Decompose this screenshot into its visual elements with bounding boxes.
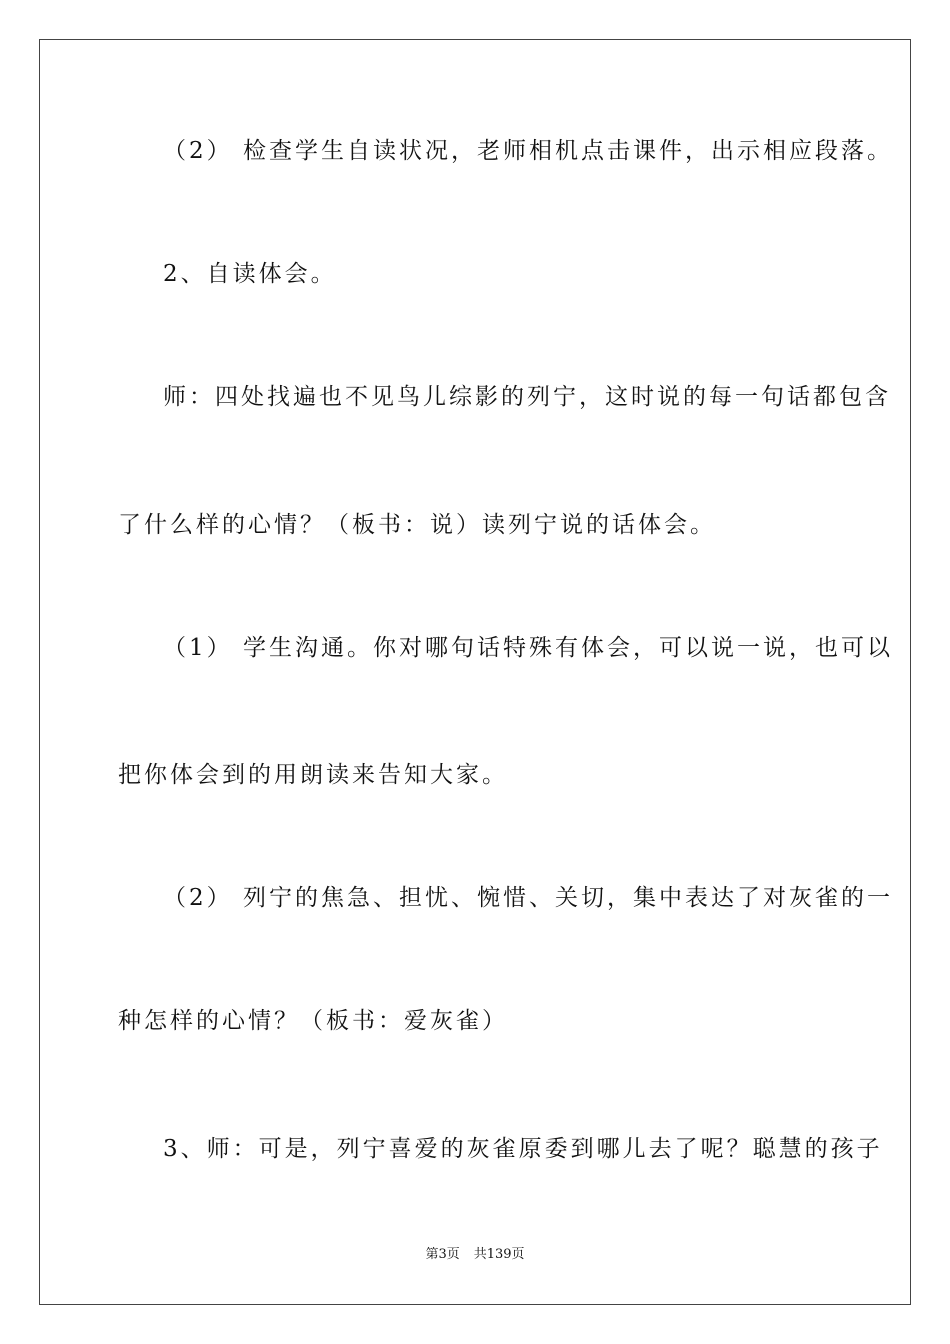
text-line-8: 种怎样的心情？（板书：爱灰雀） [118,1008,508,1034]
text-line-9: 3、师：可是，列宁喜爱的灰雀原委到哪儿去了呢？聪慧的孩子 [163,1136,883,1162]
text-line-3: 师：四处找遍也不见鸟儿综影的列宁，这时说的每一句话都包含 [163,384,891,410]
text-line-7: （2） 列宁的焦急、担忧、惋惜、关切，集中表达了对灰雀的一 [163,885,893,911]
text-line-2: 2、自读体会。 [163,261,337,287]
text-line-5: （1） 学生沟通。你对哪句话特殊有体会，可以说一说，也可以 [163,635,893,661]
text-line-6: 把你体会到的用朗读来告知大家。 [118,762,508,788]
text-line-1: （2） 检查学生自读状况，老师相机点击课件，出示相应段落。 [163,138,893,164]
page-number: 第3页 [425,1247,460,1262]
page-total: 共139页 [473,1247,525,1262]
page-footer [0,1246,950,1264]
page-border [39,39,911,1305]
text-line-4: 了什么样的心情？（板书：说）读列宁说的话体会。 [118,512,716,538]
